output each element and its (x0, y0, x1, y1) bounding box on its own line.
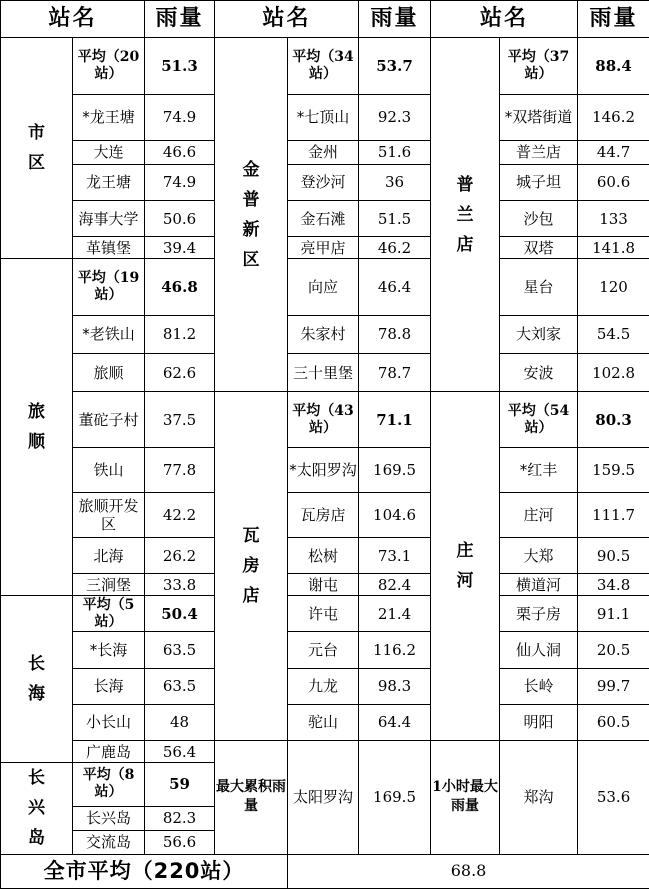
max-total-value: 169.5 (359, 741, 431, 855)
station-rainfall: 56.4 (145, 741, 215, 763)
header-station-2: 站名 (215, 1, 359, 38)
station-rainfall: 46.2 (359, 237, 431, 259)
max-total-station: 太阳罗沟 (288, 741, 359, 855)
station-rainfall: 34.8 (578, 574, 649, 596)
table-row (1, 704, 649, 740)
station-name: 交流岛 (73, 830, 145, 854)
avg-value-jinpu: 53.7 (359, 38, 431, 94)
header-station-3: 站名 (431, 1, 578, 38)
station-name: 横道河 (500, 574, 578, 596)
city-average-value: 68.8 (288, 854, 649, 888)
table-row (1, 448, 649, 492)
table-row (1, 537, 649, 573)
station-rainfall: 116.2 (359, 632, 431, 668)
station-name: 仙人洞 (500, 632, 578, 668)
station-rainfall: 46.6 (145, 140, 215, 164)
header-rain-2: 雨量 (359, 1, 431, 38)
station-name: 龙王塘 (73, 164, 145, 200)
avg-label-zhuanghe: 平均（54站） (500, 392, 578, 448)
station-name: 长岭 (500, 668, 578, 704)
header-rain-3: 雨量 (578, 1, 649, 38)
avg-label-changxingdao: 平均（8站） (73, 763, 145, 807)
station-name: 旅顺 (73, 353, 145, 391)
table-row (1, 741, 649, 763)
avg-label-jinpu: 平均（34站） (288, 38, 359, 94)
table-row (1, 668, 649, 704)
station-name: *老铁山 (73, 315, 145, 353)
avg-label-changhai: 平均（5站） (73, 596, 145, 632)
station-rainfall: 50.6 (145, 201, 215, 237)
avg-value-shiqu: 51.3 (145, 38, 215, 94)
station-name: *龙王塘 (73, 94, 145, 140)
avg-label-lvshun: 平均（19站） (73, 259, 145, 315)
station-rainfall: 63.5 (145, 632, 215, 668)
station-name: 普兰店 (500, 140, 578, 164)
station-rainfall: 56.6 (145, 830, 215, 854)
avg-label-wafangdian: 平均（43站） (288, 392, 359, 448)
station-rainfall: 74.9 (145, 94, 215, 140)
station-rainfall: 146.2 (578, 94, 649, 140)
station-rainfall: 92.3 (359, 94, 431, 140)
station-rainfall: 81.2 (145, 315, 215, 353)
station-rainfall: 133 (578, 201, 649, 237)
station-rainfall: 78.7 (359, 353, 431, 391)
table-row (1, 237, 649, 259)
station-rainfall: 74.9 (145, 164, 215, 200)
station-rainfall: 54.5 (578, 315, 649, 353)
table-row (1, 94, 649, 140)
station-name: 明阳 (500, 704, 578, 740)
table-row (1, 38, 649, 94)
region-name-wafangdian: 瓦房店 (215, 392, 288, 741)
station-name: 栗子房 (500, 596, 578, 632)
station-name: 驼山 (288, 704, 359, 740)
station-name: 旅顺开发区 (73, 492, 145, 537)
station-name: 大刘家 (500, 315, 578, 353)
max-hourly-station: 郑沟 (500, 741, 578, 855)
table-row (1, 140, 649, 164)
station-name: *双塔街道 (500, 94, 578, 140)
station-name: 海事大学 (73, 201, 145, 237)
max-total-label: 最大累积雨量 (215, 741, 288, 855)
station-name: *太阳罗沟 (288, 448, 359, 492)
station-rainfall: 62.6 (145, 353, 215, 391)
station-rainfall: 120 (578, 259, 649, 315)
station-name: 北海 (73, 537, 145, 573)
station-name: 三涧堡 (73, 574, 145, 596)
station-rainfall: 73.1 (359, 537, 431, 573)
station-rainfall: 82.3 (145, 806, 215, 830)
station-rainfall: 63.5 (145, 668, 215, 704)
station-name: 铁山 (73, 448, 145, 492)
table-row (1, 353, 649, 391)
station-rainfall: 42.2 (145, 492, 215, 537)
station-name: *七顶山 (288, 94, 359, 140)
station-rainfall: 39.4 (145, 237, 215, 259)
region-name-zhuanghe: 庄河 (431, 392, 500, 741)
region-name-shiqu: 市区 (1, 38, 73, 259)
station-name: 许屯 (288, 596, 359, 632)
station-rainfall: 36 (359, 164, 431, 200)
station-name: 金州 (288, 140, 359, 164)
station-rainfall: 169.5 (359, 448, 431, 492)
avg-label-pulandian: 平均（37站） (500, 38, 578, 94)
station-rainfall: 141.8 (578, 237, 649, 259)
station-name: 双塔 (500, 237, 578, 259)
table-row (1, 574, 649, 596)
station-name: 亮甲店 (288, 237, 359, 259)
station-name: 谢屯 (288, 574, 359, 596)
table-row (1, 596, 649, 632)
station-rainfall: 77.8 (145, 448, 215, 492)
station-name: 大郑 (500, 537, 578, 573)
station-name: *红丰 (500, 448, 578, 492)
avg-value-pulandian: 88.4 (578, 38, 649, 94)
max-hourly-value: 53.6 (578, 741, 649, 855)
station-name: 安波 (500, 353, 578, 391)
station-rainfall: 98.3 (359, 668, 431, 704)
station-name: 城子坦 (500, 164, 578, 200)
table-row (1, 392, 649, 448)
station-name: 长海 (73, 668, 145, 704)
station-name: 向应 (288, 259, 359, 315)
header-rain-1: 雨量 (145, 1, 215, 38)
table-row (1, 164, 649, 200)
station-name: 元台 (288, 632, 359, 668)
station-rainfall: 60.6 (578, 164, 649, 200)
station-name: 沙包 (500, 201, 578, 237)
station-rainfall: 46.4 (359, 259, 431, 315)
avg-value-changxingdao: 59 (145, 763, 215, 807)
station-rainfall: 64.4 (359, 704, 431, 740)
station-rainfall: 44.7 (578, 140, 649, 164)
station-rainfall: 37.5 (145, 392, 215, 448)
station-rainfall: 48 (145, 704, 215, 740)
station-rainfall: 102.8 (578, 353, 649, 391)
avg-value-changhai: 50.4 (145, 596, 215, 632)
avg-label-shiqu: 平均（20站） (73, 38, 145, 94)
station-rainfall: 159.5 (578, 448, 649, 492)
total-row (1, 854, 649, 888)
table-row (1, 315, 649, 353)
station-rainfall: 51.5 (359, 201, 431, 237)
station-rainfall: 82.4 (359, 574, 431, 596)
station-name: 三十里堡 (288, 353, 359, 391)
region-name-lvshun: 旅顺 (1, 259, 73, 596)
station-rainfall: 26.2 (145, 537, 215, 573)
station-rainfall: 78.8 (359, 315, 431, 353)
station-name: 大连 (73, 140, 145, 164)
station-rainfall: 21.4 (359, 596, 431, 632)
station-rainfall: 51.6 (359, 140, 431, 164)
station-name: 金石滩 (288, 201, 359, 237)
header-row (1, 1, 649, 38)
station-name: 星台 (500, 259, 578, 315)
station-name: 登沙河 (288, 164, 359, 200)
station-name: 董砣子村 (73, 392, 145, 448)
table-row (1, 632, 649, 668)
avg-value-zhuanghe: 80.3 (578, 392, 649, 448)
region-name-jinpu: 金普新区 (215, 38, 288, 392)
station-name: 瓦房店 (288, 492, 359, 537)
table-row (1, 201, 649, 237)
header-station-1: 站名 (1, 1, 145, 38)
station-rainfall: 60.5 (578, 704, 649, 740)
station-name: 松树 (288, 537, 359, 573)
avg-value-lvshun: 46.8 (145, 259, 215, 315)
station-name: 九龙 (288, 668, 359, 704)
region-name-changhai: 长海 (1, 596, 73, 763)
station-rainfall: 104.6 (359, 492, 431, 537)
station-name: 庄河 (500, 492, 578, 537)
station-name: 广鹿岛 (73, 741, 145, 763)
avg-value-wafangdian: 71.1 (359, 392, 431, 448)
table-row (1, 492, 649, 537)
station-name: 长兴岛 (73, 806, 145, 830)
station-rainfall: 99.7 (578, 668, 649, 704)
station-name: 小长山 (73, 704, 145, 740)
region-name-changxingdao: 长兴岛 (1, 763, 73, 854)
station-rainfall: 33.8 (145, 574, 215, 596)
station-name: 革镇堡 (73, 237, 145, 259)
station-name: *长海 (73, 632, 145, 668)
station-name: 朱家村 (288, 315, 359, 353)
table-row (1, 259, 649, 315)
station-rainfall: 91.1 (578, 596, 649, 632)
city-average-label: 全市平均（220站） (1, 854, 288, 888)
station-rainfall: 111.7 (578, 492, 649, 537)
station-rainfall: 20.5 (578, 632, 649, 668)
max-hourly-label: 1小时最大雨量 (431, 741, 500, 855)
station-rainfall: 90.5 (578, 537, 649, 573)
region-name-pulandian: 普兰店 (431, 38, 500, 392)
